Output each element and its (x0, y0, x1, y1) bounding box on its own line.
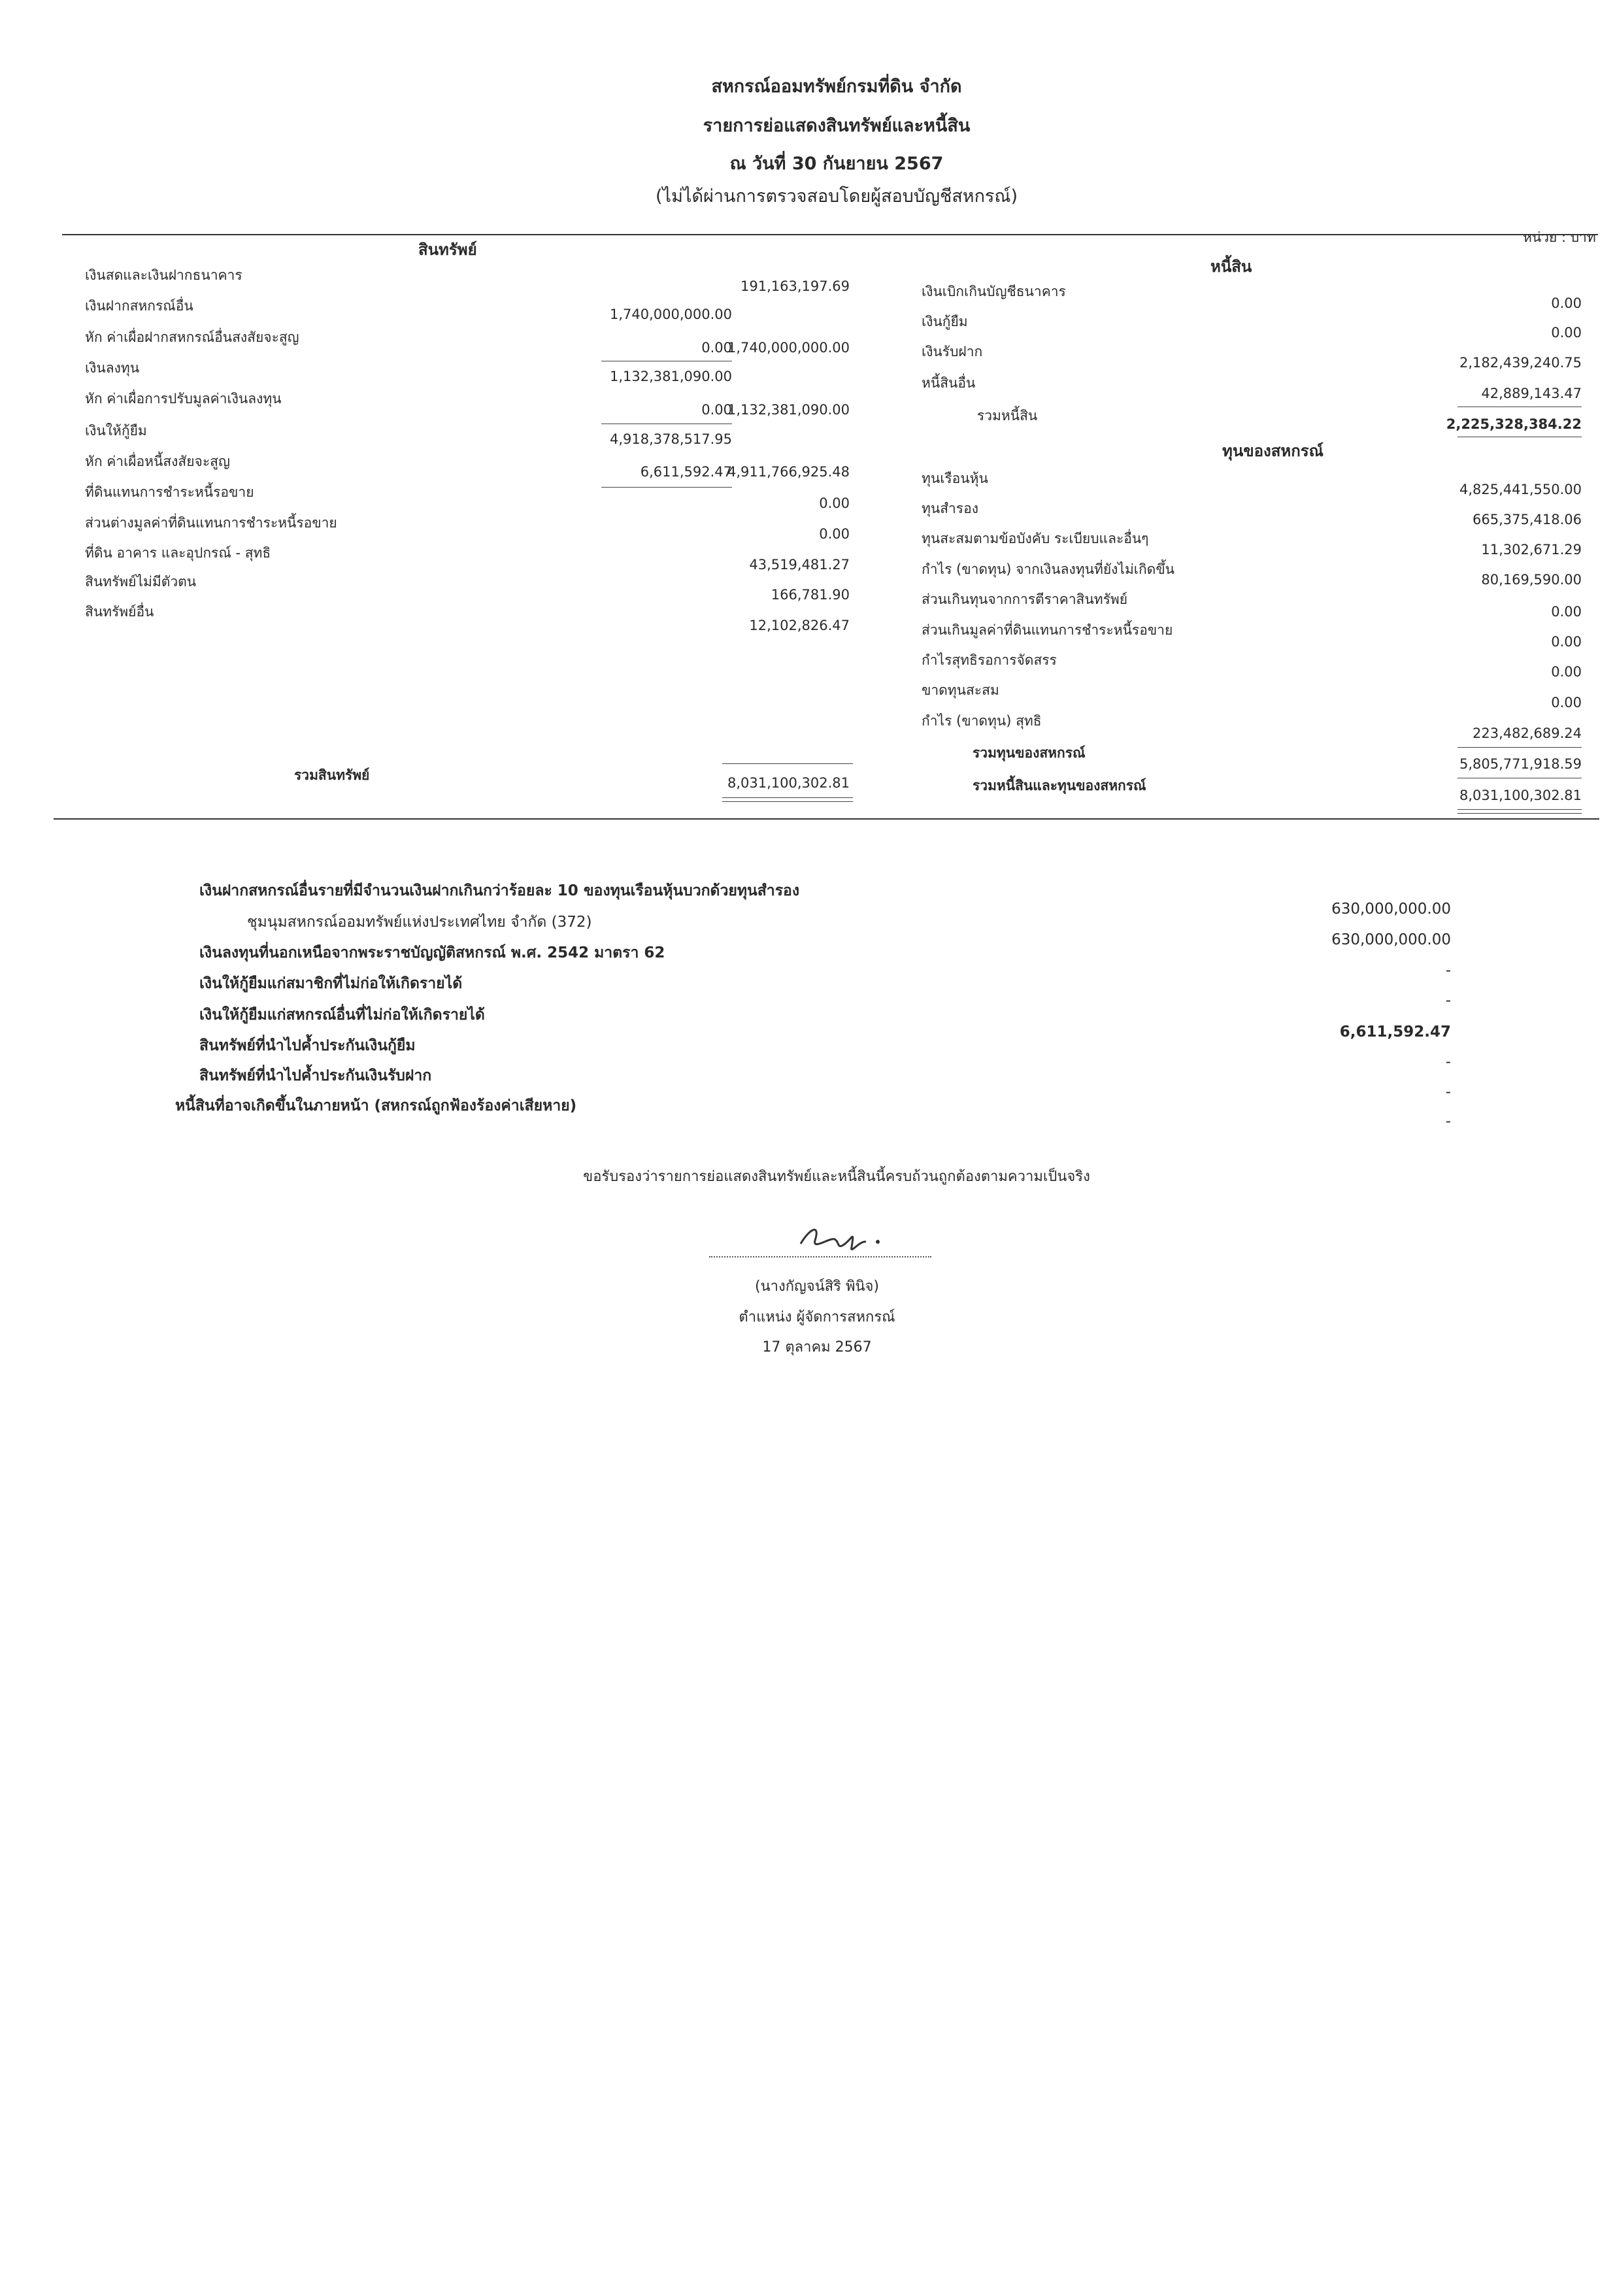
equity-value: 0.00 (1551, 664, 1582, 680)
equity-label: กำไร (ขาดทุน) จากเงินลงทุนที่ยังไม่เกิดขึ้น (922, 561, 1175, 577)
asset-label: หัก ค่าเผื่อหนี้สงสัยจะสูญ (85, 454, 230, 469)
asset-label: ส่วนต่างมูลค่าที่ดินแทนการชำระหนี้รอขาย (85, 515, 337, 531)
liabilities-heading: หนี้สิน (1210, 258, 1252, 276)
asset-subvalue: 4,918,378,517.95 (609, 431, 732, 447)
disclosure-label: เงินฝากสหกรณ์อื่นรายที่มีจำนวนเงินฝากเกินกว่าร้อยละ 10 ของทุนเรือนหุ้นบวกด้วยทุนสำรอง (199, 882, 800, 899)
equity-total-label: รวมทุนของสหกรณ์ (973, 745, 1086, 761)
asset-value: 43,519,481.27 (749, 557, 850, 573)
equity-label: ส่วนเกินมูลค่าที่ดินแทนการชำระหนี้รอขาย (922, 622, 1173, 638)
equity-value: 0.00 (1551, 634, 1582, 650)
double-rule (1457, 813, 1582, 814)
equity-value: 0.00 (1551, 695, 1582, 710)
liability-value: 0.00 (1551, 295, 1582, 311)
liability-label: เงินเบิกเกินบัญชีธนาคาร (922, 284, 1066, 299)
disclosure-label: สินทรัพย์ที่นำไปค้ำประกันเงินกู้ยืม (199, 1037, 416, 1054)
equity-value: 223,482,689.24 (1473, 725, 1582, 741)
signature (794, 1214, 892, 1260)
asset-label: เงินสดและเงินฝากธนาคาร (85, 267, 242, 283)
liability-label: เงินกู้ยืม (922, 314, 968, 329)
disclosure-value: - (1445, 1113, 1451, 1130)
equity-heading: ทุนของสหกรณ์ (1222, 442, 1324, 460)
asset-subvalue: 1,740,000,000.00 (609, 307, 732, 322)
equity-value: 80,169,590.00 (1481, 572, 1582, 588)
assets-total-label: รวมสินทรัพย์ (294, 767, 370, 783)
grand-total-label: รวมหนี้สินและทุนของสหกรณ์ (973, 778, 1146, 793)
asset-subvalue: 6,611,592.47 (640, 464, 732, 480)
asset-value: 4,911,766,925.48 (727, 464, 850, 480)
asset-subvalue: 0.00 (701, 402, 732, 418)
asset-value: 191,163,197.69 (741, 278, 850, 294)
asset-label: หัก ค่าเผื่อฝากสหกรณ์อื่นสงสัยจะสูญ (85, 329, 299, 345)
signature-line (709, 1256, 931, 1257)
liability-value: 0.00 (1551, 325, 1582, 341)
double-rule (722, 797, 853, 798)
asset-value: 1,132,381,090.00 (727, 402, 850, 418)
disclosure-value: - (1445, 962, 1451, 979)
asset-subvalue: 0.00 (701, 340, 732, 356)
asset-label: เงินให้กู้ยืม (85, 423, 147, 439)
grand-total: 8,031,100,302.81 (1459, 788, 1582, 803)
certification-date: 17 ตุลาคม 2567 (762, 1339, 872, 1356)
unit-label: หน่วย : บาท (1523, 229, 1596, 245)
disclosure-value: - (1445, 992, 1451, 1009)
disclosure-label: ชุมนุมสหกรณ์ออมทรัพย์แห่งประเทศไทย จำกัด (372) (247, 914, 592, 931)
certification-statement: ขอรับรองว่ารายการย่อแสดงสินทรัพย์และหนี้สินนี้ครบถ้วนถูกต้องตามความเป็นจริง (583, 1169, 1090, 1185)
equity-value: 4,825,441,550.00 (1459, 482, 1582, 497)
liability-label: หนี้สินอื่น (922, 375, 976, 391)
asset-value: 0.00 (819, 526, 850, 542)
audit-note: (ไม่ได้ผ่านการตรวจสอบโดยผู้สอบบัญชีสหกรณ์) (655, 186, 1018, 207)
asset-label: สินทรัพย์อื่น (85, 604, 154, 620)
double-rule (722, 801, 853, 802)
section-divider (54, 818, 1599, 820)
asset-label: เงินลงทุน (85, 360, 140, 376)
top-divider (62, 234, 1598, 235)
equity-total: 5,805,771,918.59 (1459, 756, 1582, 772)
liabilities-total: 2,225,328,384.22 (1446, 416, 1582, 432)
equity-value: 11,302,671.29 (1481, 542, 1582, 557)
report-date: ณ วันที่ 30 กันยายน 2567 (729, 154, 944, 174)
total-rule (722, 763, 853, 764)
subtotal-rule (1457, 747, 1582, 748)
equity-value: 0.00 (1551, 604, 1582, 620)
disclosure-label: หนี้สินที่อาจเกิดขึ้นในภายหน้า (สหกรณ์ถูกฟ้องร้องค่าเสียหาย) (175, 1097, 577, 1114)
org-name: สหกรณ์ออมทรัพย์กรมที่ดิน จำกัด (711, 76, 962, 97)
equity-label: กำไรสุทธิรอการจัดสรร (922, 652, 1057, 668)
assets-heading: สินทรัพย์ (418, 241, 477, 259)
disclosure-label: เงินให้กู้ยืมแก่สหกรณ์อื่นที่ไม่ก่อให้เกิดรายได้ (199, 1007, 485, 1023)
disclosure-value: 630,000,000.00 (1331, 931, 1451, 948)
double-rule (1457, 809, 1582, 810)
equity-label: กำไร (ขาดทุน) สุทธิ (922, 713, 1042, 729)
disclosure-label: สินทรัพย์ที่นำไปค้ำประกันเงินรับฝาก (199, 1067, 432, 1084)
asset-value: 0.00 (819, 495, 850, 511)
signer-position: ตำแหน่ง ผู้จัดการสหกรณ์ (739, 1309, 895, 1325)
liability-label: เงินรับฝาก (922, 344, 983, 359)
asset-label: สินทรัพย์ไม่มีตัวตน (85, 574, 197, 590)
equity-label: ส่วนเกินทุนจากการตีราคาสินทรัพย์ (922, 591, 1127, 607)
disclosure-label: เงินให้กู้ยืมแก่สมาชิกที่ไม่ก่อให้เกิดรายได้ (199, 975, 463, 992)
equity-label: ทุนสำรอง (922, 501, 978, 516)
report-title: รายการย่อแสดงสินทรัพย์และหนี้สิน (703, 116, 971, 136)
equity-label: ทุนสะสมตามข้อบังคับ ระเบียบและอื่นๆ (922, 531, 1149, 546)
asset-label: เงินฝากสหกรณ์อื่น (85, 298, 193, 314)
signer-name: (นางกัญจน์สิริ พินิจ) (755, 1278, 879, 1295)
disclosure-label: เงินลงทุนที่นอกเหนือจากพระราชบัญญัติสหกรณ์ พ.ศ. 2542 มาตรา 62 (199, 944, 665, 961)
asset-label: หัก ค่าเผื่อการปรับมูลค่าเงินลงทุน (85, 391, 282, 407)
equity-label: ทุนเรือนหุ้น (922, 471, 988, 486)
liabilities-total-label: รวมหนี้สิน (977, 408, 1038, 424)
equity-label: ขาดทุนสะสม (922, 682, 999, 698)
disclosure-value: - (1445, 1054, 1451, 1071)
disclosure-value: 6,611,592.47 (1339, 1023, 1451, 1040)
asset-value: 166,781.90 (771, 587, 850, 603)
asset-value: 12,102,826.47 (749, 618, 850, 633)
disclosure-value: - (1445, 1084, 1451, 1101)
asset-subvalue: 1,132,381,090.00 (609, 369, 732, 384)
liability-value: 2,182,439,240.75 (1459, 355, 1582, 371)
equity-value: 665,375,418.06 (1473, 512, 1582, 527)
asset-label: ที่ดิน อาคาร และอุปกรณ์ - สุทธิ (85, 545, 271, 561)
asset-label: ที่ดินแทนการชำระหนี้รอขาย (85, 484, 254, 500)
subtotal-rule (601, 487, 732, 488)
assets-total: 8,031,100,302.81 (727, 775, 850, 791)
asset-value: 1,740,000,000.00 (727, 340, 850, 356)
disclosure-value: 630,000,000.00 (1331, 901, 1451, 918)
liability-value: 42,889,143.47 (1481, 386, 1582, 401)
